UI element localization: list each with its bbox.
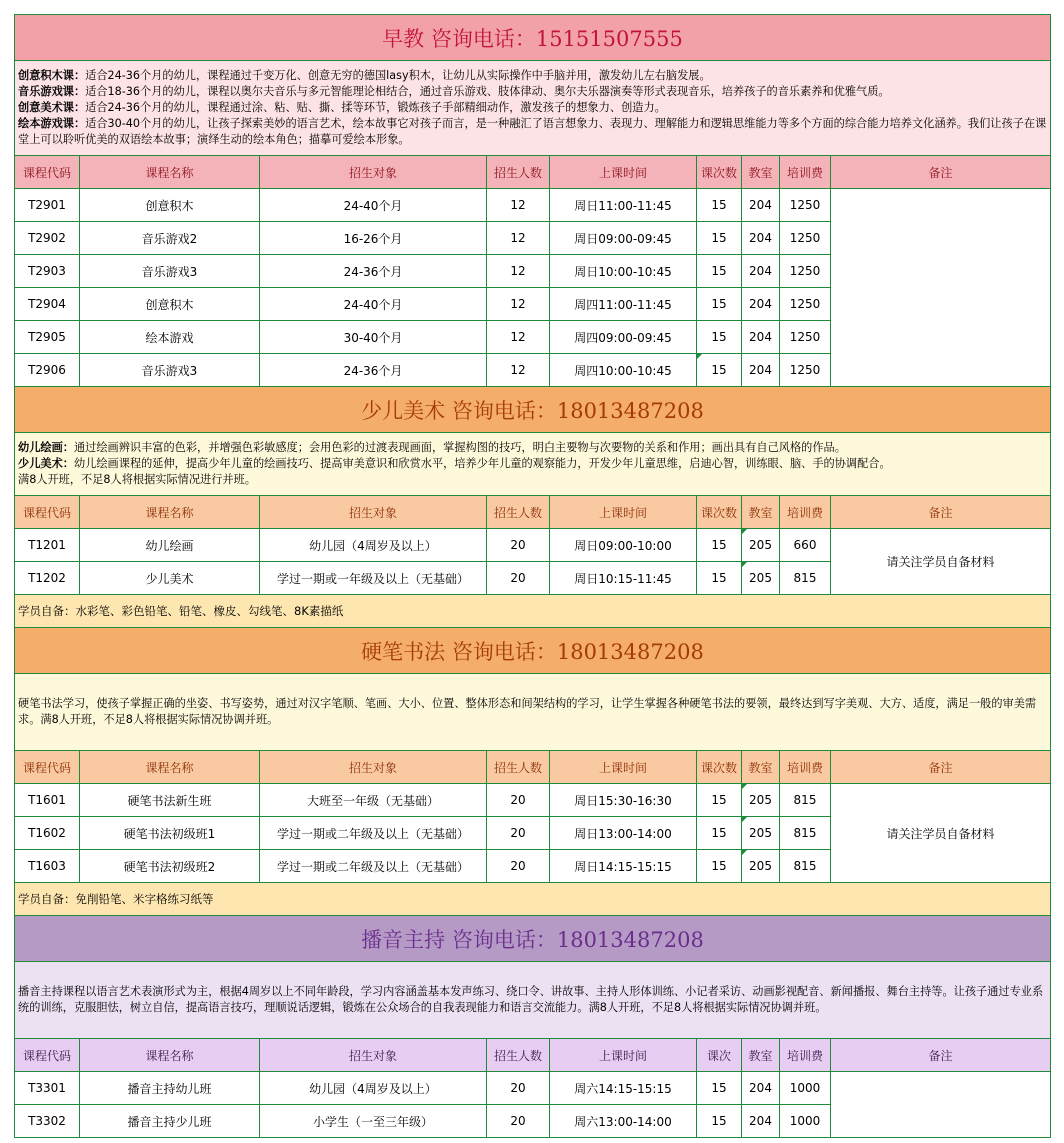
cell-sessions: 15 <box>697 222 742 255</box>
cell-target: 24-40个月 <box>260 288 487 321</box>
cell-sessions: 15 <box>697 321 742 354</box>
cell-target: 学过一期或二年级及以上（无基础） <box>260 817 487 850</box>
cell-fee: 660 <box>780 529 831 562</box>
cell-enrollment: 20 <box>487 529 550 562</box>
col-header: 招生对象 <box>260 751 487 784</box>
cell-fee: 815 <box>780 784 831 817</box>
col-header: 课次数 <box>697 496 742 529</box>
cell-fee: 815 <box>780 817 831 850</box>
section-description <box>15 962 1051 1039</box>
cell-code: T3302 <box>15 1105 80 1138</box>
col-header: 课程代码 <box>15 751 80 784</box>
col-header: 备注 <box>831 751 1051 784</box>
cell-fee: 1250 <box>780 189 831 222</box>
cell-target: 24-36个月 <box>260 354 487 387</box>
cell-room: 205 <box>742 850 780 883</box>
cell-time: 周四11:00-11:45 <box>550 288 697 321</box>
cell-code: T1601 <box>15 784 80 817</box>
cell-enrollment: 12 <box>487 222 550 255</box>
cell-sessions: 15 <box>697 562 742 595</box>
cell-enrollment: 12 <box>487 321 550 354</box>
cell-sessions: 15 <box>697 354 742 387</box>
cell-enrollment: 12 <box>487 354 550 387</box>
cell-enrollment: 20 <box>487 850 550 883</box>
cell-name: 播音主持幼儿班 <box>80 1072 260 1105</box>
section-title: 少儿美术 咨询电话：18013487208 <box>15 387 1051 433</box>
cell-sessions: 15 <box>697 817 742 850</box>
cell-sessions: 15 <box>697 850 742 883</box>
cell-code: T3301 <box>15 1072 80 1105</box>
cell-name: 硬笔书法新生班 <box>80 784 260 817</box>
col-header: 招生对象 <box>260 496 487 529</box>
section-title: 硬笔书法 咨询电话：18013487208 <box>15 628 1051 674</box>
header-row <box>15 1039 1051 1072</box>
cell-remark <box>831 1072 1051 1138</box>
section-children-art <box>15 387 1051 628</box>
cell-name: 音乐游戏3 <box>80 354 260 387</box>
cell-time: 周日13:00-14:00 <box>550 817 697 850</box>
cell-code: T1202 <box>15 562 80 595</box>
cell-code: T2905 <box>15 321 80 354</box>
col-header: 教室 <box>742 1039 780 1072</box>
cell-enrollment: 12 <box>487 288 550 321</box>
section-description <box>15 61 1051 156</box>
cell-target: 30-40个月 <box>260 321 487 354</box>
cell-code: T1201 <box>15 529 80 562</box>
cell-code: T1603 <box>15 850 80 883</box>
col-header: 上课时间 <box>550 751 697 784</box>
cell-enrollment: 20 <box>487 784 550 817</box>
cell-sessions: 15 <box>697 529 742 562</box>
description-line: 少儿美术：幼儿绘画课程的延伸，提高少年儿童的绘画技巧、提高审美意识和欣赏水平，培养少年儿童的观察能力，开发少年儿童思维，启迪心智，训练眼、脑、手的协调配合。 <box>18 457 891 470</box>
materials-note: 学员自备：免削铅笔、米字格练习纸等 <box>15 883 1051 916</box>
col-header: 课程名称 <box>80 156 260 189</box>
cell-sessions: 15 <box>697 255 742 288</box>
cell-room: 205 <box>742 562 780 595</box>
cell-name: 硬笔书法初级班2 <box>80 850 260 883</box>
cell-enrollment: 20 <box>487 562 550 595</box>
cell-sessions: 15 <box>697 1105 742 1138</box>
section-early-education <box>15 15 1051 387</box>
cell-room: 204 <box>742 288 780 321</box>
cell-room: 204 <box>742 354 780 387</box>
course-sheet <box>14 14 1050 1138</box>
description-line: 创意积木课：适合24-36个月的幼儿，课程通过千变万化、创意无穷的德国lasy积木，让幼儿从实际操作中手脑并用，激发幼儿左右脑发展。 <box>18 69 711 82</box>
course-table <box>14 14 1051 1138</box>
cell-remark <box>831 189 1051 387</box>
materials-note: 学员自备：水彩笔、彩色铅笔、铅笔、橡皮、勾线笔、8K素描纸 <box>15 595 1051 628</box>
cell-code: T1602 <box>15 817 80 850</box>
cell-time: 周日09:00-10:00 <box>550 529 697 562</box>
cell-name: 绘本游戏 <box>80 321 260 354</box>
cell-name: 少儿美术 <box>80 562 260 595</box>
cell-name: 硬笔书法初级班1 <box>80 817 260 850</box>
cell-sessions: 15 <box>697 1072 742 1105</box>
cell-sessions: 15 <box>697 288 742 321</box>
col-header: 招生对象 <box>260 156 487 189</box>
col-header: 备注 <box>831 1039 1051 1072</box>
section-description <box>15 674 1051 751</box>
description-line: 幼儿绘画：通过绘画辨识丰富的色彩，并增强色彩敏感度；会用色彩的过渡表现画面，掌握构图的技巧，明白主要物与次要物的关系和作用；画出具有自己风格的作品。 <box>18 441 846 454</box>
col-header: 备注 <box>831 496 1051 529</box>
cell-fee: 1250 <box>780 354 831 387</box>
cell-name: 音乐游戏2 <box>80 222 260 255</box>
table-row <box>15 189 1051 222</box>
cell-name: 创意积木 <box>80 189 260 222</box>
cell-room: 205 <box>742 784 780 817</box>
cell-name: 创意积木 <box>80 288 260 321</box>
header-row <box>15 751 1051 784</box>
cell-enrollment: 12 <box>487 189 550 222</box>
cell-fee: 1250 <box>780 255 831 288</box>
cell-room: 205 <box>742 529 780 562</box>
cell-fee: 815 <box>780 850 831 883</box>
cell-code: T2904 <box>15 288 80 321</box>
cell-fee: 815 <box>780 562 831 595</box>
description-line: 硬笔书法学习，使孩子掌握正确的坐姿、书写姿势，通过对汉字笔顺、笔画、大小、位置、整体形态和间架结构的学习，让学生掌握各种硬笔书法的要领，最终达到写字美观、大方、适度，满足一般的审美需求。满8人开班，不足8人将根据实际情况协调并班。 <box>18 697 1037 726</box>
col-header: 培训费 <box>780 1039 831 1072</box>
header-row <box>15 156 1051 189</box>
cell-sessions: 15 <box>697 784 742 817</box>
cell-time: 周日10:15-11:45 <box>550 562 697 595</box>
cell-time: 周日15:30-16:30 <box>550 784 697 817</box>
cell-room: 205 <box>742 817 780 850</box>
col-header: 上课时间 <box>550 156 697 189</box>
cell-fee: 1000 <box>780 1105 831 1138</box>
cell-fee: 1000 <box>780 1072 831 1105</box>
cell-room: 204 <box>742 321 780 354</box>
cell-time: 周日10:00-10:45 <box>550 255 697 288</box>
cell-fee: 1250 <box>780 321 831 354</box>
cell-target: 大班至一年级（无基础） <box>260 784 487 817</box>
description-line: 音乐游戏课：适合18-36个月的幼儿，课程以奥尔夫音乐与多元智能理论相结合，通过音乐游戏、肢体律动、奥尔夫乐器演奏等形式表现音乐，培养孩子的音乐素养和优雅气质。 <box>18 85 890 98</box>
section-title: 播音主持 咨询电话：18013487208 <box>15 916 1051 962</box>
header-row <box>15 496 1051 529</box>
col-header: 课程名称 <box>80 1039 260 1072</box>
cell-time: 周四09:00-09:45 <box>550 321 697 354</box>
col-header: 课程代码 <box>15 1039 80 1072</box>
col-header: 培训费 <box>780 496 831 529</box>
cell-name: 幼儿绘画 <box>80 529 260 562</box>
cell-remark: 请关注学员自备材料 <box>831 529 1051 595</box>
cell-room: 204 <box>742 1105 780 1138</box>
cell-room: 204 <box>742 222 780 255</box>
cell-name: 音乐游戏3 <box>80 255 260 288</box>
col-header: 上课时间 <box>550 1039 697 1072</box>
description-line: 绘本游戏课：适合30-40个月的幼儿，让孩子探索美妙的语言艺术，绘本故事它对孩子而言，是一种融汇了语言想象力、表现力、理解能力和逻辑思维能力等多个方面的综合能力培养文化涵养。我们让孩子在课堂上可以聆听优美的双语绘本故事；演绎生动的绘本角色；描摹可爱绘本形象。 <box>18 117 1047 146</box>
cell-target: 学过一期或一年级及以上（无基础） <box>260 562 487 595</box>
col-header: 教室 <box>742 751 780 784</box>
cell-fee: 1250 <box>780 222 831 255</box>
col-header: 培训费 <box>780 751 831 784</box>
cell-code: T2902 <box>15 222 80 255</box>
cell-time: 周六14:15-15:15 <box>550 1072 697 1105</box>
cell-enrollment: 20 <box>487 1072 550 1105</box>
cell-target: 学过一期或二年级及以上（无基础） <box>260 850 487 883</box>
col-header: 课程代码 <box>15 156 80 189</box>
cell-fee: 1250 <box>780 288 831 321</box>
cell-time: 周日09:00-09:45 <box>550 222 697 255</box>
section-broadcasting <box>15 916 1051 1138</box>
cell-time: 周日11:00-11:45 <box>550 189 697 222</box>
cell-time: 周日14:15-15:15 <box>550 850 697 883</box>
col-header: 课次数 <box>697 751 742 784</box>
cell-target: 24-36个月 <box>260 255 487 288</box>
col-header: 招生对象 <box>260 1039 487 1072</box>
col-header: 备注 <box>831 156 1051 189</box>
description-line: 创意美术课：适合24-36个月的幼儿，课程通过涂、粘、贴、撕、揉等环节，锻炼孩子手部精细动作，激发孩子的想象力、创造力。 <box>18 101 666 114</box>
table-row <box>15 1072 1051 1105</box>
table-row <box>15 784 1051 817</box>
cell-code: T2901 <box>15 189 80 222</box>
table-row <box>15 529 1051 562</box>
cell-target: 24-40个月 <box>260 189 487 222</box>
cell-room: 204 <box>742 189 780 222</box>
cell-code: T2906 <box>15 354 80 387</box>
cell-target: 幼儿园（4周岁及以上） <box>260 1072 487 1105</box>
description-line: 播音主持课程以语言艺术表演形式为主，根据4周岁以上不同年龄段，学习内容涵盖基本发声练习、绕口令、讲故事、主持人形体训练、小记者采访、动画影视配音、新闻播报、舞台主持等。让孩子通过专业系统的训练，克服胆怯，树立自信，提高语言技巧，理顺说话逻辑，锻炼在公众场合的自我表现能力和语言交流能力。满8人开班，不足8人将根据实际情况协调并班。 <box>18 985 1044 1014</box>
col-header: 招生人数 <box>487 1039 550 1072</box>
cell-room: 204 <box>742 1072 780 1105</box>
col-header: 课程名称 <box>80 496 260 529</box>
cell-time: 周四10:00-10:45 <box>550 354 697 387</box>
cell-enrollment: 20 <box>487 1105 550 1138</box>
col-header: 课程代码 <box>15 496 80 529</box>
cell-target: 幼儿园（4周岁及以上） <box>260 529 487 562</box>
cell-enrollment: 12 <box>487 255 550 288</box>
col-header: 教室 <box>742 496 780 529</box>
cell-room: 204 <box>742 255 780 288</box>
col-header: 招生人数 <box>487 751 550 784</box>
cell-time: 周六13:00-14:00 <box>550 1105 697 1138</box>
section-calligraphy <box>15 628 1051 916</box>
description-line: 满8人开班，不足8人将根据实际情况进行并班。 <box>18 473 256 486</box>
cell-code: T2903 <box>15 255 80 288</box>
col-header: 课次数 <box>697 156 742 189</box>
cell-sessions: 15 <box>697 189 742 222</box>
cell-target: 小学生（一至三年级） <box>260 1105 487 1138</box>
cell-target: 16-26个月 <box>260 222 487 255</box>
col-header: 课次 <box>697 1039 742 1072</box>
col-header: 培训费 <box>780 156 831 189</box>
col-header: 招生人数 <box>487 156 550 189</box>
col-header: 课程名称 <box>80 751 260 784</box>
col-header: 招生人数 <box>487 496 550 529</box>
section-title: 早教 咨询电话：15151507555 <box>15 15 1051 61</box>
col-header: 教室 <box>742 156 780 189</box>
section-description <box>15 433 1051 496</box>
col-header: 上课时间 <box>550 496 697 529</box>
cell-enrollment: 20 <box>487 817 550 850</box>
cell-remark: 请关注学员自备材料 <box>831 784 1051 883</box>
cell-name: 播音主持少儿班 <box>80 1105 260 1138</box>
